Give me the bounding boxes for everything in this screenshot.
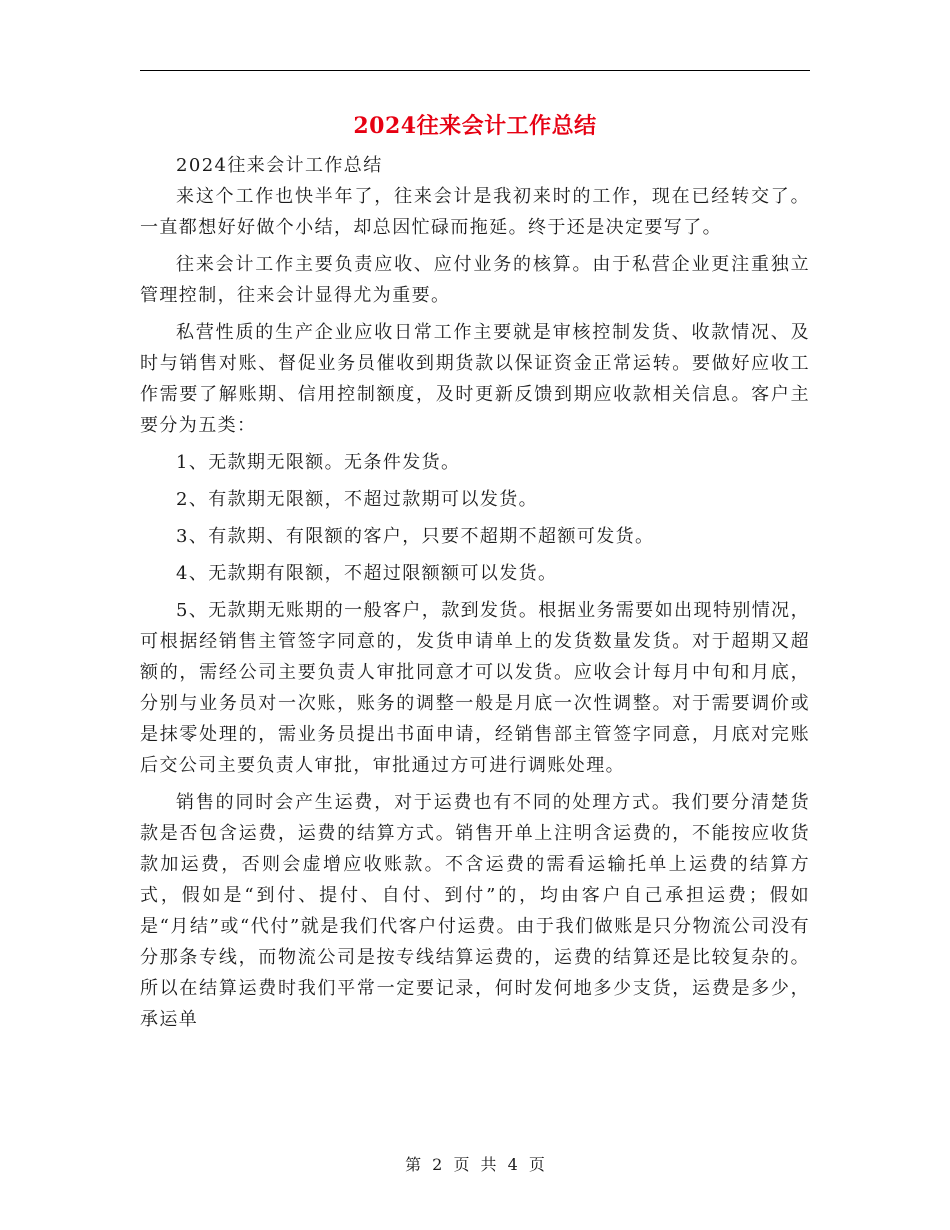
list-item-4: 4、无款期有限额，不超过限额额可以发货。 <box>176 563 558 584</box>
list-item-2: 2、有款期无限额，不超过款期可以发货。 <box>176 489 539 510</box>
page-number: 第 2 页 共 4 页 <box>405 1155 545 1174</box>
list-item-3: 3、有款期、有限额的客户，只要不超期不超额可发货。 <box>176 526 655 547</box>
header-rule <box>140 70 810 71</box>
paragraph-scope: 往来会计工作主要负责应收、应付业务的核算。由于私营企业更注重独立管理控制，往来会计显得尤为重要。 <box>140 254 810 306</box>
paragraph-intro: 来这个工作也快半年了，往来会计是我初来时的工作，现在已经转交了。一直都想好好做个小结，却总因忙碌而拖延。终于还是决定要写了。 <box>140 186 810 238</box>
document-subtitle: 2024往来会计工作总结 <box>176 155 383 176</box>
list-item-5: 5、无款期无账期的一般客户，款到发货。根据业务需要如出现特别情况，可根据经销售主管签字同意的，发货申请单上的发货数量发货。对于超期又超额的，需经公司主要负责人审批同意才可以发货。应收会计每月中旬和月底，分别与业务员对一次账，账务的调整一般是月底一次性调整。对于需要调价或是抹零处理的，需业务员提出书面申请，经销售部主管签字同意，月底对完账后交公司主要负责人审批，审批通过方可进行调账处理。 <box>140 600 810 776</box>
paragraph-receivables: 私营性质的生产企业应收日常工作主要就是审核控制发货、收款情况、及时与销售对账、督促业务员催收到期货款以保证资金正常运转。要做好应收工作需要了解账期、信用控制额度，及时更新反馈到期应收款相关信息。客户主要分为五类： <box>140 322 810 436</box>
paragraph-freight: 销售的同时会产生运费，对于运费也有不同的处理方式。我们要分清楚货款是否包含运费，运费的结算方式。销售开单上注明含运费的，不能按应收货款加运费，否则会虚增应收账款。不含运费的需看运输托单上运费的结算方式，假如是“到付、提付、自付、到付”的，均由客户自己承担运费；假如是“月结”或“代付”就是我们代客户付运费。由于我们做账是只分物流公司没有分那条专线，而物流公司是按专线结算运费的，运费的结算还是比较复杂的。所以在结算运费时我们平常一定要记录，何时发何地多少支货，运费是多少，承运单 <box>140 792 810 1030</box>
document-body <box>140 150 810 1041</box>
document-title: 2024往来会计工作总结 <box>353 113 597 139</box>
list-item-1: 1、无款期无限额。无条件发货。 <box>176 452 461 473</box>
